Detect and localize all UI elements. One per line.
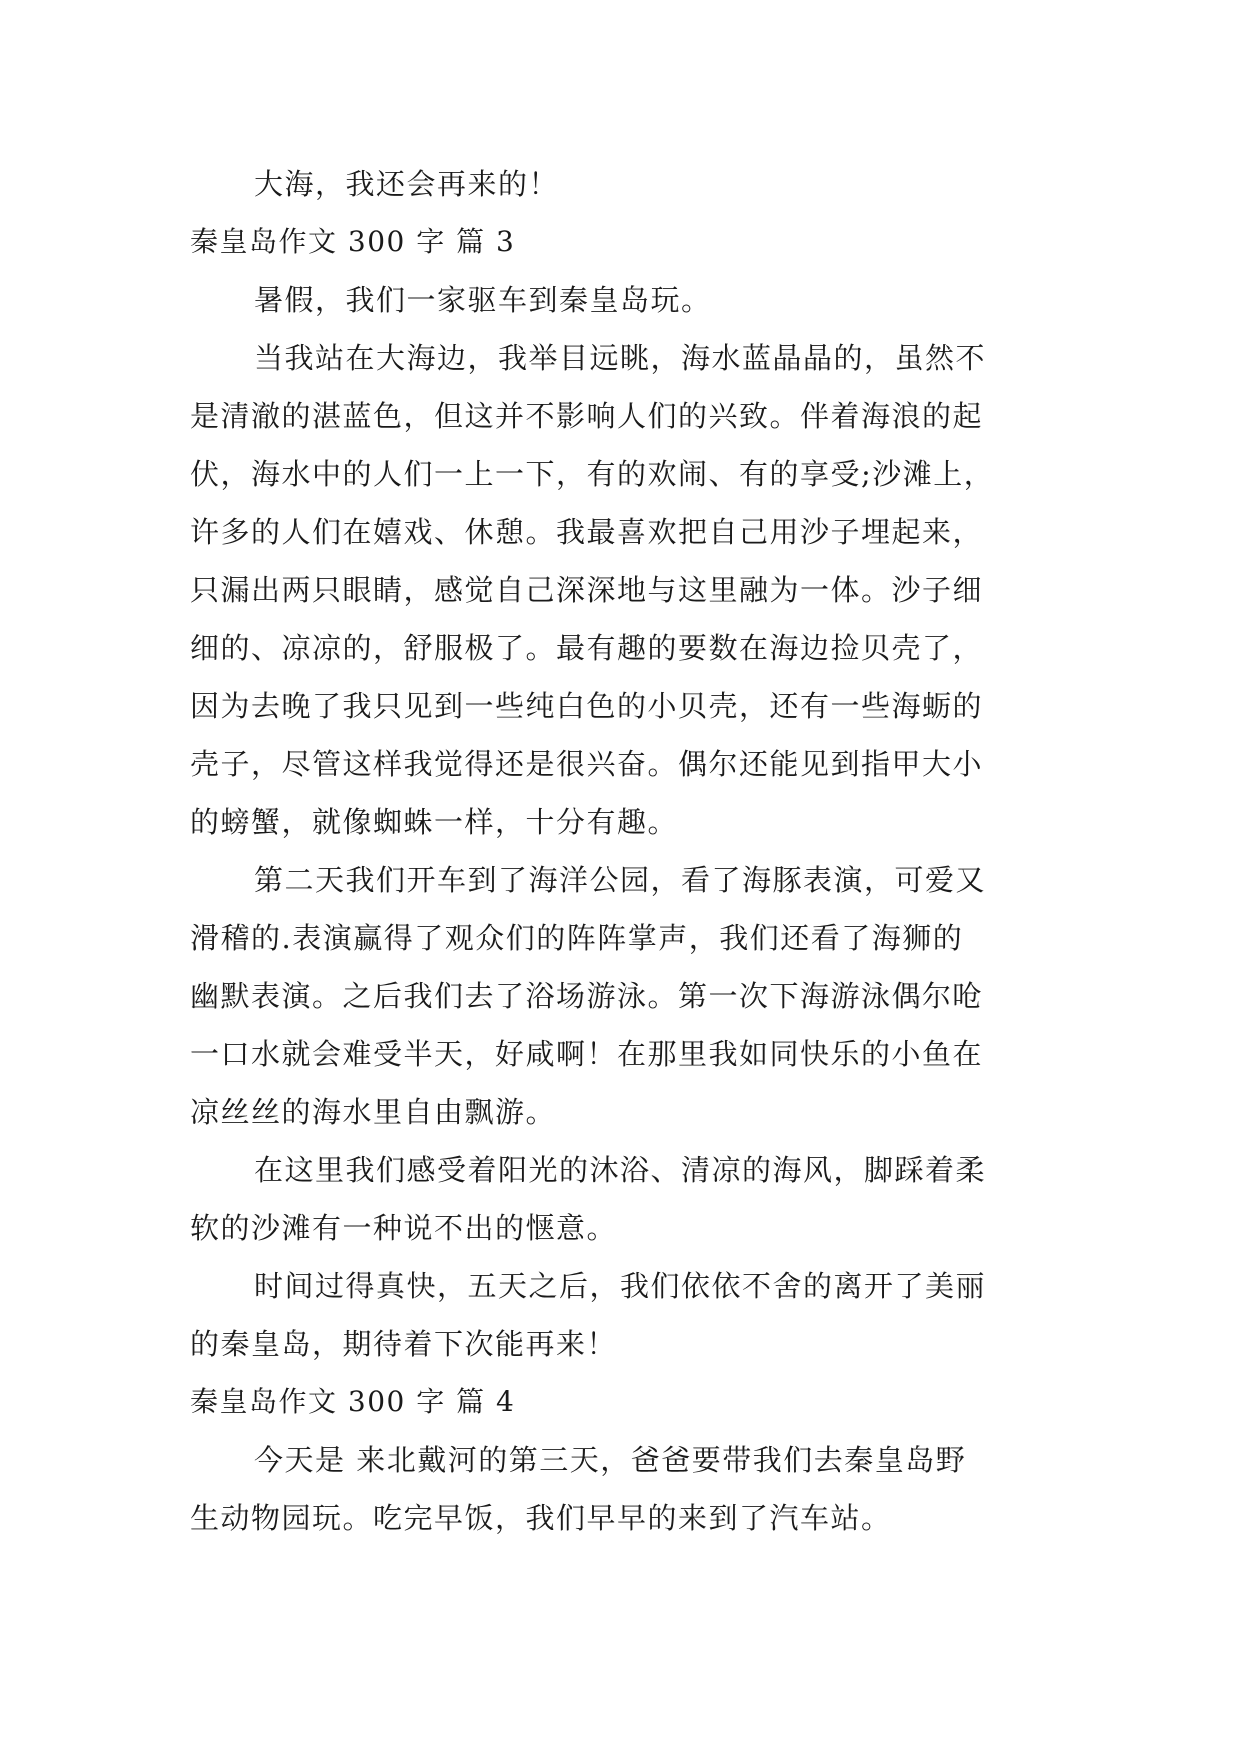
text-line: 伏，海水中的人们一上一下，有的欢闹、有的享受;沙滩上，: [190, 457, 995, 491]
text-line: 一口水就会难受半天，好咸啊！在那里我如同快乐的小鱼在: [190, 1037, 984, 1071]
text-line: 第二天我们开车到了海洋公园，看了海豚表演，可爱又: [254, 863, 987, 897]
text-line: 许多的人们在嬉戏、休憩。我最喜欢把自己用沙子埋起来，: [190, 515, 984, 549]
document-page: [190, 155, 1060, 1547]
text-line: 时间过得真快，五天之后，我们依依不舍的离开了美丽: [254, 1269, 987, 1303]
paragraph: [190, 1257, 1060, 1373]
text-line: 幽默表演。之后我们去了浴场游泳。第一次下海游泳偶尔呛: [190, 979, 984, 1013]
section-heading: 秦皇岛作文 300 字 篇 3: [190, 225, 516, 258]
text-line: 的秦皇岛，期待着下次能再来！: [190, 1327, 618, 1361]
text-line: 的螃蟹，就像蜘蛛一样，十分有趣。: [190, 805, 679, 839]
paragraph: [190, 851, 1060, 1141]
paragraph: [190, 271, 1060, 329]
text-line: 滑稽的.表演赢得了观众们的阵阵掌声，我们还看了海狮的: [190, 921, 964, 955]
text-line: 在这里我们感受着阳光的沐浴、清凉的海风，脚踩着柔: [254, 1153, 987, 1187]
text-line: 只漏出两只眼睛，感觉自己深深地与这里融为一体。沙子细: [190, 573, 984, 607]
text-line: 壳子，尽管这样我觉得还是很兴奋。偶尔还能见到指甲大小: [190, 747, 984, 781]
text-line: 暑假，我们一家驱车到秦皇岛玩。: [254, 283, 712, 317]
paragraph: [190, 329, 1060, 851]
text-line: 细的、凉凉的，舒服极了。最有趣的要数在海边捡贝壳了，: [190, 631, 984, 665]
section-heading: 秦皇岛作文 300 字 篇 4: [190, 1385, 516, 1418]
text-line: 是清澈的湛蓝色，但这并不影响人们的兴致。伴着海浪的起: [190, 399, 984, 433]
text-line: 当我站在大海边，我举目远眺，海水蓝晶晶的，虽然不: [254, 341, 987, 375]
text-line: 凉丝丝的海水里自由飘游。: [190, 1095, 557, 1129]
text-line: 生动物园玩。吃完早饭，我们早早的来到了汽车站。: [190, 1501, 892, 1535]
paragraph: [190, 155, 1060, 213]
text-line: 软的沙滩有一种说不出的惬意。: [190, 1211, 618, 1245]
paragraph: [190, 1431, 1060, 1547]
text-line: 大海，我还会再来的！: [254, 167, 560, 201]
text-line: 因为去晚了我只见到一些纯白色的小贝壳，还有一些海蛎的: [190, 689, 984, 723]
paragraph: [190, 1141, 1060, 1257]
text-line: 今天是 来北戴河的第三天，爸爸要带我们去秦皇岛野: [254, 1443, 967, 1477]
